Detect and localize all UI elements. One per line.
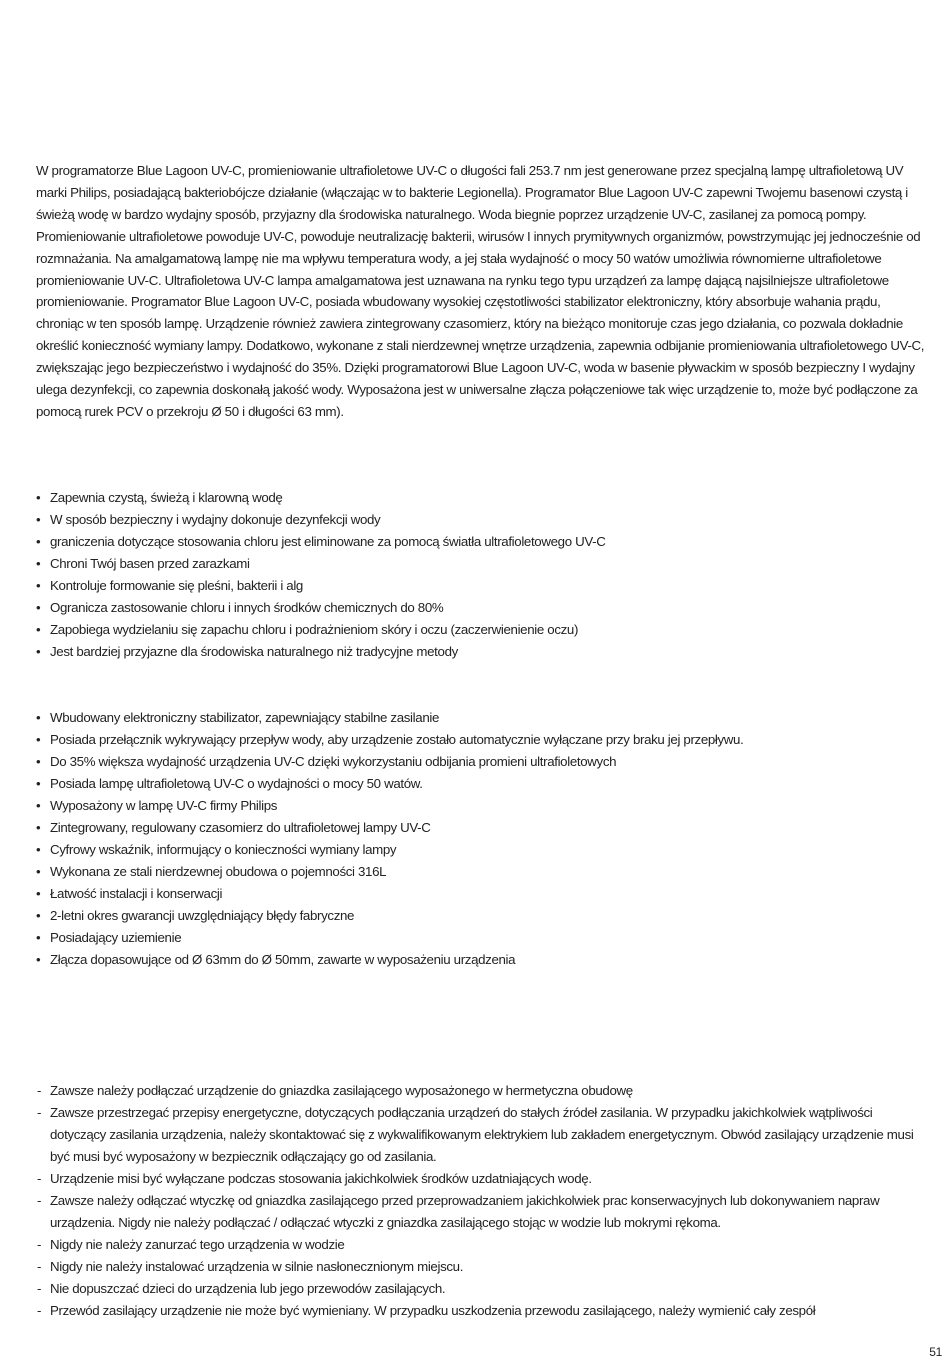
list-item: • W sposób bezpieczny i wydajny dokonuje dezynfekcji wody [36, 509, 926, 531]
list-item: • Złącza dopasowujące od Ø 63mm do Ø 50mm, zawarte w wyposażeniu urządzenia [36, 949, 926, 971]
list-item: - Przewód zasilający urządzenie nie może być wymieniany. W przypadku uszkodzenia przewodu zasilającego, należy wymienić cały zespół [36, 1300, 926, 1322]
list-item: • Jest bardziej przyjazne dla środowiska naturalnego niż tradycyjne metody [36, 641, 926, 663]
list-item: • Łatwość instalacji i konserwacji [36, 883, 926, 905]
list-item: • Wyposażony w lampę UV-C firmy Philips [36, 795, 926, 817]
list-item: • Wykonana ze stali nierdzewnej obudowa o pojemności 316L [36, 861, 926, 883]
list-item: • Posiadający uziemienie [36, 927, 926, 949]
list-item: • Zapobiega wydzielaniu się zapachu chloru i podrażnieniom skóry i oczu (zaczerwienienie oczu) [36, 619, 926, 641]
specs-list [36, 707, 926, 971]
list-item: • Cyfrowy wskaźnik, informujący o konieczności wymiany lampy [36, 839, 926, 861]
list-item: - Urządzenie misi być wyłączane podczas stosowania jakichkolwiek środków uzdatniających wodę. [36, 1168, 926, 1190]
list-item: • 2-letni okres gwarancji uwzględniający błędy fabryczne [36, 905, 926, 927]
list-item: • Zapewnia czystą, świeżą i klarowną wodę [36, 487, 926, 509]
list-item: • Zintegrowany, regulowany czasomierz do ultrafioletowej lampy UV-C [36, 817, 926, 839]
list-item: • Chroni Twój basen przed zarazkami [36, 553, 926, 575]
list-item: - Nie dopuszczać dzieci do urządzenia lub jego przewodów zasilających. [36, 1278, 926, 1300]
list-item: • Posiada lampę ultrafioletową UV-C o wydajności o mocy 50 watów. [36, 773, 926, 795]
features-list [36, 487, 926, 663]
list-item: - Zawsze należy odłączać wtyczkę od gniazdka zasilającego przed przeprowadzaniem jakichkolwiek prac konserwacyjnych lub dokonywaniem napraw urządzenia. Nigdy nie należy podłączać / odłączać wtyczki z gniazdka zasilającego stojąc w wodzie lub mokrymi rękoma. [36, 1190, 926, 1234]
list-item: • Wbudowany elektroniczny stabilizator, zapewniający stabilne zasilanie [36, 707, 926, 729]
list-item: - Zawsze przestrzegać przepisy energetyczne, dotyczących podłączania urządzeń do stałych źródeł zasilania. W przypadku jakichkolwiek wątpliwości dotyczący zasilania urządzenia, należy skontaktować się z wykwalifikowanym elektrykiem lub zakładem energetycznym. Obwód zasilający urządzenie musi być musi być wyposażony w bezpiecznik odłączający go od zasilania. [36, 1102, 926, 1168]
list-item: - Zawsze należy podłączać urządzenie do gniazdka zasilającego wyposażonego w hermetyczna obudowę [36, 1080, 926, 1102]
safety-warnings-list [36, 1080, 926, 1322]
intro-paragraph: W programatorze Blue Lagoon UV-C, promieniowanie ultrafioletowe UV-C o długości fali 253.7 nm jest generowane przez specjalną lampę ultrafioletową UV marki Philips, posiadającą bakteriobójcze działanie (włączając w to bakterie Legionella). Programator Blue Lagoon UV-C zapewni Twojemu basenowi czystą i świeżą wodę w bardzo wydajny sposób, przyjazny dla środowiska naturalnego. Woda biegnie poprzez urządzenie UV-C, zasilanej za pomocą pompy. Promieniowanie ultrafioletowe powoduje UV-C, powoduje neutralizację bakterii, wirusów I innych prymitywnych organizmów, powstrzymując jej jednocześnie od rozmnażania. Na amalgamatową lampę nie ma wpływu temperatura wody, a jej stała wydajność o mocy 50 watów umożliwia równomierne ultrafioletowe promieniowanie UV-C. Ultrafioletowa UV-C lampa amalgamatowa jest uznawana na rynku tego typu urządzeń za lampę dającą najsilniejsze ultrafioletowe promieniowanie. Programator Blue Lagoon UV-C, posiada wbudowany wysokiej częstotliwości stabilizator elektroniczny, który absorbuje wahania prądu, chroniąc w ten sposób lampę. Urządzenie również zawiera zintegrowany czasomierz, który na bieżąco monitoruje czas jego działania, co pozwala dokładnie określić konieczność wymiany lampy. Dodatkowo, wykonane z stali nierdzewnej wnętrze urządzenia, zapewnia odbijanie promieniowania ultrafioletowego UV-C, zwiększając jego bezpieczeństwo i wydajność do 35%. Dzięki programatorowi Blue Lagoon UV-C, woda w basenie pływackim w sposób bezpieczny I wydajny ulega dezynfekcji, co zapewnia doskonałą jakość wody. Wyposażona jest w uniwersalne złącza połączeniowe tak więc urządzenie to, może być podłączone za pomocą rurek PCV o przekroju Ø 50 i długości 63 mm). [36, 163, 925, 419]
list-item: • graniczenia dotyczące stosowania chloru jest eliminowane za pomocą światła ultrafioletowego UV-C [36, 531, 926, 553]
page-number: 51 [929, 1345, 942, 1359]
list-item: • Posiada przełącznik wykrywający przepływ wody, aby urządzenie zostało automatycznie wyłączane przy braku jej przepływu. [36, 729, 926, 751]
list-item: - Nigdy nie należy instalować urządzenia w silnie nasłonecznionym miejscu. [36, 1256, 926, 1278]
list-item: • Kontroluje formowanie się pleśni, bakterii i alg [36, 575, 926, 597]
list-item: - Nigdy nie należy zanurzać tego urządzenia w wodzie [36, 1234, 926, 1256]
list-item: • Ogranicza zastosowanie chloru i innych środków chemicznych do 80% [36, 597, 926, 619]
list-item: • Do 35% większa wydajność urządzenia UV-C dzięki wykorzystaniu odbijania promieni ultrafioletowych [36, 751, 926, 773]
